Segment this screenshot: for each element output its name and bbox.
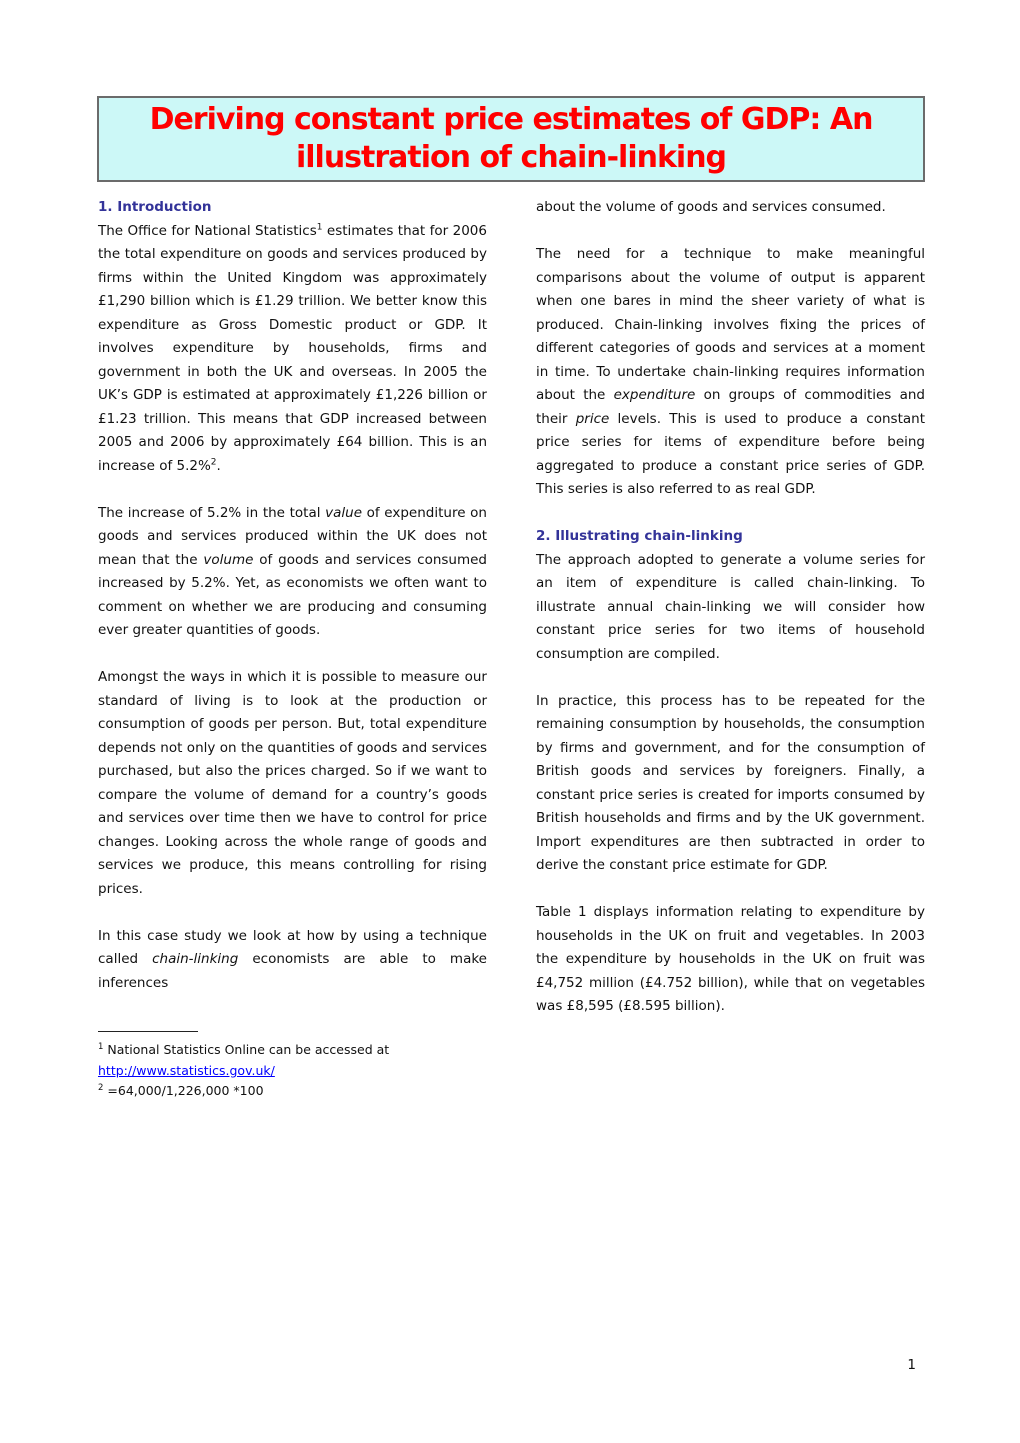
footnote-1 — [98, 1040, 487, 1081]
text-run: In practice, this process has to be repeated for the remaining consumption by households, the consumption by firms and government, and for the consumption of British goods and services by foreigners. Finally, a constant price series is created for imports consumed by British households and firms and by the UK government. Import expenditures are then subtracted in order to derive the constant price estimate for GDP. — [536, 692, 925, 873]
text-run: value — [325, 504, 363, 521]
text-run: levels. This is used to produce a constant price series for items of expenditure before being aggregated to produce a constant price series of GDP. This series is also referred to as real GDP. — [536, 410, 925, 497]
text-run: volume — [203, 551, 254, 568]
two-column-body — [98, 196, 925, 1102]
text-run: In this case study we look at how by using a technique called — [98, 927, 487, 967]
intro-paragraph-2 — [98, 502, 487, 643]
in-practice-paragraph — [536, 690, 925, 878]
text-run: . — [216, 457, 221, 474]
text-run: of goods and services consumed increased by 5.2%. Yet, as economists we often want to comment on whether we are producing and consuming ever greater quantities of goods. — [98, 551, 487, 638]
text-run: price — [575, 410, 610, 427]
text-run: The approach adopted to generate a volume series for an item of expenditure is called chain-linking. To illustrate annual chain-linking we will consider how constant price series for two items of household consumption are compiled. — [536, 551, 925, 662]
title-banner — [97, 96, 925, 182]
text-run: Table 1 displays information relating to expenditure by households in the UK on fruit and vegetables. In 2003 the expenditure by households in the UK on fruit was £4,752 million (£4.752 billion), while that on vegetables was £8,595 (£8.595 billion). — [536, 904, 925, 1014]
need-technique-paragraph — [536, 243, 925, 502]
right-column — [536, 196, 925, 1102]
approach-paragraph — [536, 549, 925, 667]
intro-paragraph-4 — [98, 925, 487, 996]
text-run: Amongst the ways in which it is possible to measure our standard of living is to look at the production or consumption of goods per person. But, total expenditure depends not only on the quantities of goods and services purchased, but also the prices charged. So if we want to compare the volume of demand for a country’s goods and services over time then we have to control for price changes. Looking across the whole range of goods and services we produce, this means controlling for rising prices. — [98, 669, 487, 897]
footnote-2 — [98, 1081, 487, 1102]
text-run: on groups of commodities and their — [536, 387, 925, 427]
section-heading-illustrating-chain-linking: 2. Illustrating chain-linking — [536, 528, 743, 544]
intro-paragraph-3 — [98, 666, 487, 901]
footnote-separator — [98, 1031, 198, 1032]
table1-paragraph — [536, 901, 925, 1019]
text-run: chain-linking — [152, 951, 239, 967]
text-run: expenditure — [613, 387, 696, 403]
text-run: The increase of 5.2% in the total — [98, 504, 326, 521]
text-run: The Office for National Statistics — [98, 222, 317, 239]
text-run: National Statistics Online can be accessed at — [103, 1042, 390, 1057]
document-title-line-1: Deriving constant price estimates of GDP: An — [149, 102, 873, 137]
footnote-marker: 2 — [210, 457, 217, 467]
page-number: 1 — [907, 1357, 916, 1373]
footnote-marker: 2 — [98, 1082, 104, 1093]
section-heading-introduction: 1. Introduction — [98, 199, 212, 215]
text-run: The need for a technique to make meaningful comparisons about the volume of output is apparent when one bares in mind the sheer variety of what is produced. Chain-linking involves fixing the prices of different categories of goods and services at a moment in time. To undertake chain-linking requires information about the — [536, 246, 925, 403]
text-run: estimates that for 2006 the total expenditure on goods and services produced by firms within the United Kingdom was approximately £1,290 billion which is £1.29 trillion. We better know this expenditure as Gross Domestic product or GDP. It involves expenditure by households, firms and government in both the UK and overseas. In 2005 the UK’s GDP is estimated at approximately £1,226 billion or £1.23 trillion. This means that GDP increased between 2005 and 2006 by approximately £64 billion. This is an increase of 5.2% — [98, 222, 487, 474]
footnotes — [98, 1031, 487, 1102]
statistics-gov-uk-link[interactable]: http://www.statistics.gov.uk/ — [98, 1062, 275, 1078]
footnote-marker: 1 — [98, 1041, 104, 1052]
continuation-paragraph — [536, 196, 925, 220]
text-run: of expenditure on goods and services produced within the UK does not mean that the — [98, 504, 487, 568]
text-run: =64,000/1,226,000 *100 — [103, 1083, 264, 1098]
text-run: about the volume of goods and services consumed. — [536, 199, 886, 215]
text-run: economists are able to make inferences — [98, 951, 487, 991]
footnote-marker: 1 — [316, 222, 323, 232]
document-title-line-2: illustration of chain-linking — [295, 140, 727, 175]
intro-paragraph-1 — [98, 220, 487, 479]
left-column — [98, 196, 487, 1102]
